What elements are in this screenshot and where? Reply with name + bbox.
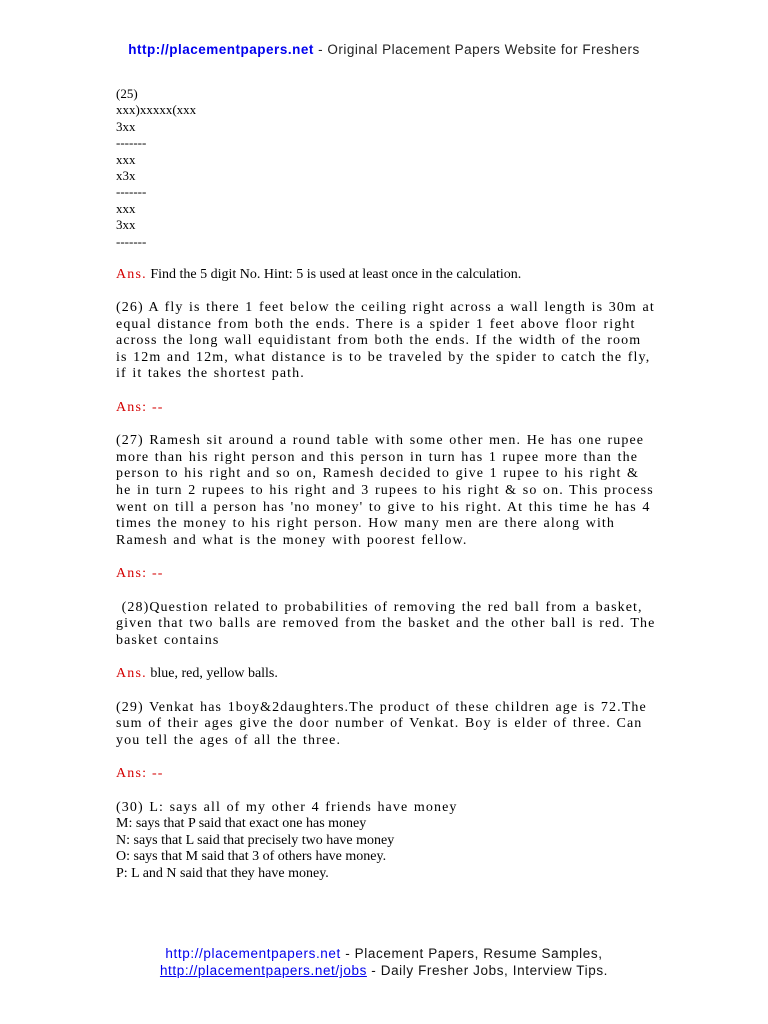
question-27: (27) Ramesh sit around a round table with some other men. He has one rupee more than his right person and this person in turn has 1 rupee more than the person to his right and so on, Ramesh decided to give 1 rupee to his right & he in turn 2 rupees to his right and 3 rupees to his right & so on. This process went on till a person has 'no money' to give to his right. At this time he has 4 times the money to his right person. How many men are there along with Ramesh and what is the money with poorest fellow.	[116, 433, 654, 548]
q28-answer-text: blue, red, yellow balls.	[146, 666, 278, 682]
q28-answer-label: Ans.	[116, 666, 147, 682]
header-site-link[interactable]: http://placementpapers.net	[128, 42, 314, 57]
q25-answer-label: Ans.	[116, 266, 147, 282]
document-body	[116, 86, 662, 883]
question-30	[116, 800, 656, 883]
q26-answer	[116, 400, 656, 417]
q25-line: (25)	[116, 86, 138, 101]
q30-line: (30) L: says all of my other 4 friends have money	[116, 799, 458, 815]
q25-answer-text: Find the 5 digit No. Hint: 5 is used at least once in the calculation.	[146, 266, 522, 282]
footer-jobs-link[interactable]: http://placementpapers.net/jobs	[159, 963, 367, 978]
q25-line: -------	[116, 233, 147, 249]
q30-line: M: says that P said that exact one has money	[116, 816, 367, 832]
question-25-division	[116, 86, 656, 250]
q29-answer-label: Ans: --	[116, 766, 164, 782]
footer-line-2	[0, 962, 768, 979]
q25-line: 3xx	[116, 118, 136, 134]
question-29: (29) Venkat has 1boy&2daughters.The product of these children age is 72.The sum of their ages give the door number of Venkat. Boy is elder of three. Can you tell the ages of all the three.	[116, 699, 647, 748]
q25-line: xxx	[116, 200, 136, 216]
q30-line: O: says that M said that 3 of others have money.	[116, 849, 387, 865]
footer-text-1: - Placement Papers, Resume Samples,	[340, 946, 603, 961]
page-header	[0, 42, 768, 57]
q26-answer-label: Ans: --	[116, 399, 164, 415]
q30-line: N: says that L said that precisely two have money	[116, 832, 395, 848]
q27-answer-label: Ans: --	[116, 566, 164, 582]
q25-line: xxx)xxxxx(xxx	[116, 102, 197, 118]
q25-line: 3xx	[116, 217, 136, 233]
header-tagline: - Original Placement Papers Website for Freshers	[313, 42, 640, 57]
q25-line: x3x	[116, 167, 136, 183]
question-26: (26) A fly is there 1 feet below the ceiling right across a wall length is 30m at equal distance from both the ends. There is a spider 1 feet above floor right across the long wall equidistant from both the ends. If the width of the room is 12m and 12m, what distance is to be traveled by the spider to catch the fly, if it takes the shortest path.	[116, 300, 655, 382]
page-footer	[0, 945, 768, 979]
footer-text-2: - Daily Fresher Jobs, Interview Tips.	[366, 963, 609, 978]
q25-line: xxx	[116, 151, 136, 167]
question-28: (28)Question related to probabilities of removing the red ball from a basket, given that two balls are removed from the basket and the other ball is red. The basket contains	[116, 599, 662, 648]
q29-answer	[116, 766, 656, 783]
q25-line: -------	[116, 135, 147, 151]
footer-site-link[interactable]: http://placementpapers.net	[165, 946, 341, 961]
q30-line: P: L and N said that they have money.	[116, 865, 329, 881]
q28-answer	[116, 666, 656, 683]
footer-line-1	[0, 945, 768, 962]
q27-answer	[116, 566, 656, 583]
q25-line: -------	[116, 184, 147, 200]
q25-answer	[116, 267, 656, 284]
